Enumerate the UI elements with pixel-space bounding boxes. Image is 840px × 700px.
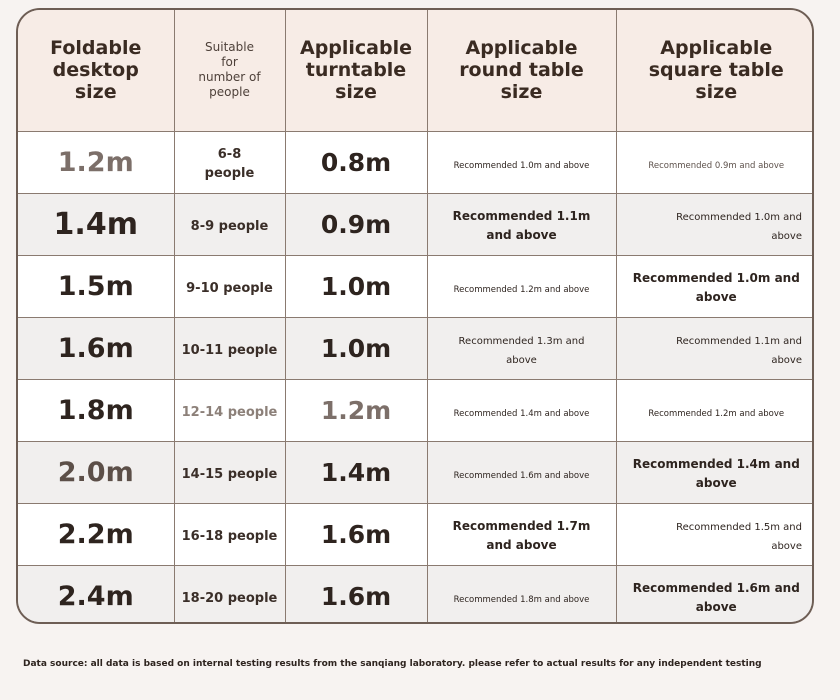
desktop-size-value: 1.2m xyxy=(57,146,134,178)
turntable-value: 1.0m xyxy=(320,271,392,301)
square-table-cell xyxy=(616,193,814,255)
desktop-size-value: 1.5m xyxy=(57,270,134,302)
desktop-size-cell xyxy=(18,193,174,255)
square-table-cell xyxy=(616,131,814,193)
round-table-value: Recommended 1.0m and above xyxy=(453,160,590,171)
table-row xyxy=(18,193,814,255)
square-table-cell xyxy=(616,565,814,624)
turntable-value: 1.6m xyxy=(320,519,392,549)
round-table-cell xyxy=(427,317,616,379)
header-turntable-size: Applicable turntable size xyxy=(285,10,427,131)
table-row xyxy=(18,131,814,193)
table-row xyxy=(18,255,814,317)
square-table-value: Recommended 0.9m and above xyxy=(648,160,785,171)
square-table-value: Recommended 1.0m and above xyxy=(632,271,800,304)
table-row xyxy=(18,379,814,441)
people-cell xyxy=(174,193,285,255)
desktop-size-value: 2.4m xyxy=(57,580,134,612)
turntable-value: 0.8m xyxy=(320,147,392,177)
people-value: 6-8 people xyxy=(204,147,255,181)
people-cell xyxy=(174,317,285,379)
turntable-cell xyxy=(285,255,427,317)
turntable-cell xyxy=(285,131,427,193)
square-table-value: Recommended 1.4m and above xyxy=(632,457,800,490)
people-cell xyxy=(174,441,285,503)
desktop-size-cell xyxy=(18,565,174,624)
desktop-size-cell xyxy=(18,131,174,193)
turntable-value: 1.4m xyxy=(320,457,392,487)
table-row xyxy=(18,503,814,565)
round-table-cell xyxy=(427,193,616,255)
header-people: Suitable for number of people xyxy=(174,10,285,131)
round-table-value: Recommended 1.3m and above xyxy=(458,336,585,366)
round-table-cell xyxy=(427,503,616,565)
size-table xyxy=(18,10,814,624)
square-table-cell xyxy=(616,441,814,503)
square-table-cell xyxy=(616,317,814,379)
desktop-size-value: 1.8m xyxy=(57,394,134,426)
round-table-value: Recommended 1.4m and above xyxy=(453,408,590,419)
people-value: 12-14 people xyxy=(181,404,278,420)
header-square-table-size: Applicable square table size xyxy=(616,10,814,131)
desktop-size-cell xyxy=(18,379,174,441)
desktop-size-value: 2.2m xyxy=(57,518,134,550)
round-table-cell xyxy=(427,255,616,317)
turntable-value: 1.2m xyxy=(320,395,392,425)
turntable-cell xyxy=(285,441,427,503)
round-table-cell xyxy=(427,441,616,503)
desktop-size-cell xyxy=(18,441,174,503)
people-value: 16-18 people xyxy=(181,528,278,544)
people-value: 18-20 people xyxy=(181,590,278,606)
desktop-size-cell xyxy=(18,317,174,379)
desktop-size-value: 1.6m xyxy=(57,332,134,364)
round-table-value: Recommended 1.6m and above xyxy=(453,470,590,481)
round-table-value: Recommended 1.7m and above xyxy=(452,519,591,552)
turntable-cell xyxy=(285,503,427,565)
turntable-cell xyxy=(285,565,427,624)
header-row xyxy=(18,10,814,131)
desktop-size-cell xyxy=(18,255,174,317)
table-row xyxy=(18,317,814,379)
square-table-cell xyxy=(616,379,814,441)
turntable-value: 1.0m xyxy=(320,333,392,363)
people-cell xyxy=(174,255,285,317)
header-round-table-size: Applicable round table size xyxy=(427,10,616,131)
people-value: 8-9 people xyxy=(190,218,269,234)
header-desktop-size: Foldable desktop size xyxy=(18,10,174,131)
people-value: 14-15 people xyxy=(181,466,278,482)
round-table-cell xyxy=(427,131,616,193)
people-cell xyxy=(174,131,285,193)
people-cell xyxy=(174,379,285,441)
turntable-cell xyxy=(285,379,427,441)
round-table-value: Recommended 1.1m and above xyxy=(452,209,591,242)
table-row xyxy=(18,441,814,503)
people-value: 9-10 people xyxy=(186,280,273,296)
people-cell xyxy=(174,503,285,565)
square-table-cell xyxy=(616,503,814,565)
size-table-container xyxy=(16,8,814,624)
table-row xyxy=(18,565,814,624)
turntable-cell xyxy=(285,193,427,255)
data-source-footnote: Data source: all data is based on internal testing results from the sanqiang laboratory. please refer to actual results for any independent testing xyxy=(23,659,762,669)
turntable-value: 0.9m xyxy=(320,209,392,239)
round-table-cell xyxy=(427,565,616,624)
square-table-value: Recommended 1.5m and above xyxy=(676,522,802,552)
desktop-size-value: 1.4m xyxy=(53,206,138,242)
square-table-value: Recommended 1.2m and above xyxy=(648,408,785,419)
people-cell xyxy=(174,565,285,624)
square-table-value: Recommended 1.1m and above xyxy=(676,336,802,366)
desktop-size-cell xyxy=(18,503,174,565)
people-value: 10-11 people xyxy=(181,342,278,358)
turntable-cell xyxy=(285,317,427,379)
square-table-value: Recommended 1.0m and above xyxy=(676,212,802,242)
desktop-size-value: 2.0m xyxy=(57,456,134,488)
round-table-cell xyxy=(427,379,616,441)
round-table-value: Recommended 1.8m and above xyxy=(453,594,590,605)
turntable-value: 1.6m xyxy=(320,581,392,611)
square-table-value: Recommended 1.6m and above xyxy=(632,581,800,615)
square-table-cell xyxy=(616,255,814,317)
round-table-value: Recommended 1.2m and above xyxy=(453,284,590,295)
